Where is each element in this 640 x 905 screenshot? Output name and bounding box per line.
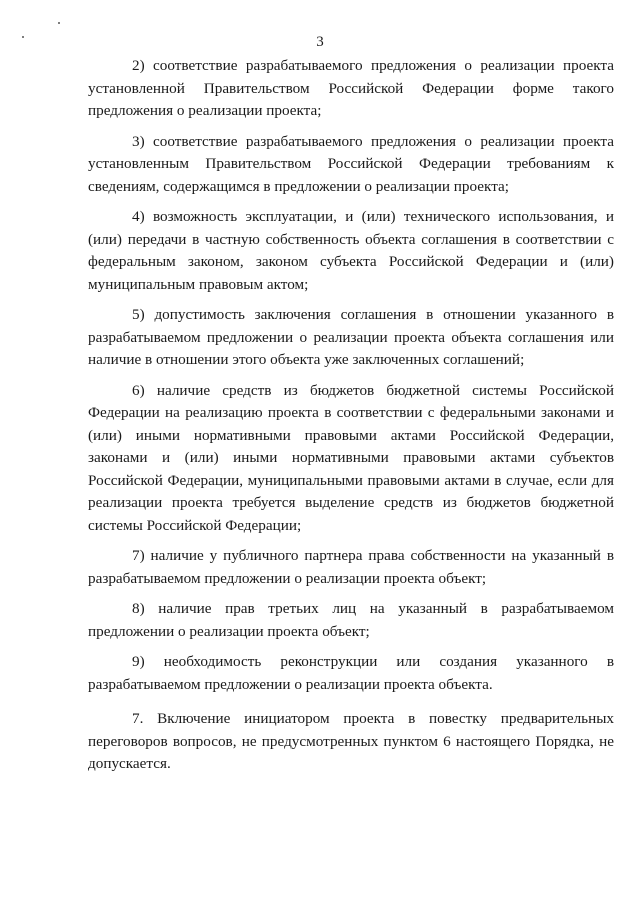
list-item-6: 6) наличие средств из бюджетов бюджетной системы Российской Федерации на реализацию проекта в соответствии с федеральными законами и (или) иными нормативными правовыми актами Российской Федерации, законами и (или) иными нормативными правовыми актами субъектов Российской Федерации, муниципальными правовыми актами в случае, если для реализации проекта требуется выделение средств из бюджетов бюджетной системы Российской Федерации; <box>88 381 614 534</box>
page-number: 3 <box>316 34 324 50</box>
list-item-3: 3) соответствие разрабатываемого предложения о реализации проекта установленным Правительством Российской Федерации требованиям к сведениям, содержащимся в предложении о реализации проекта; <box>88 132 614 195</box>
list-item-7: 7) наличие у публичного партнера права собственности на указанный в разрабатываемом предложении о реализации проекта объект; <box>88 547 614 587</box>
scan-artifact <box>58 22 60 24</box>
list-item-5: 5) допустимость заключения соглашения в отношении указанного в разрабатываемом предложении о реализации проекта объекта соглашения или наличие в отношении этого объекта уже заключенных соглашений; <box>88 306 614 368</box>
section-7-paragraph: 7. Включение инициатором проекта в повестку предварительных переговоров вопросов, не предусмотренных пунктом 6 настоящего Порядка, не допускается. <box>88 710 614 772</box>
list-item-2: 2) соответствие разрабатываемого предложения о реализации проекта установленной Правительством Российской Федерации форме такого предложения о реализации проекта; <box>88 57 614 119</box>
list-item-4: 4) возможность эксплуатации, и (или) технического использования, и (или) передачи в частную собственность объекта соглашения в соответствии с федеральным законом, законом субъекта Российской Федерации и (или) муниципальным правовым актом; <box>88 208 614 293</box>
document-body <box>88 55 614 784</box>
list-item-9: 9) необходимость реконструкции или создания указанного в разрабатываемом предложении о реализации проекта объекта. <box>88 653 614 693</box>
list-item-8: 8) наличие прав третьих лиц на указанный в разрабатываемом предложении о реализации проекта объект; <box>88 600 614 640</box>
